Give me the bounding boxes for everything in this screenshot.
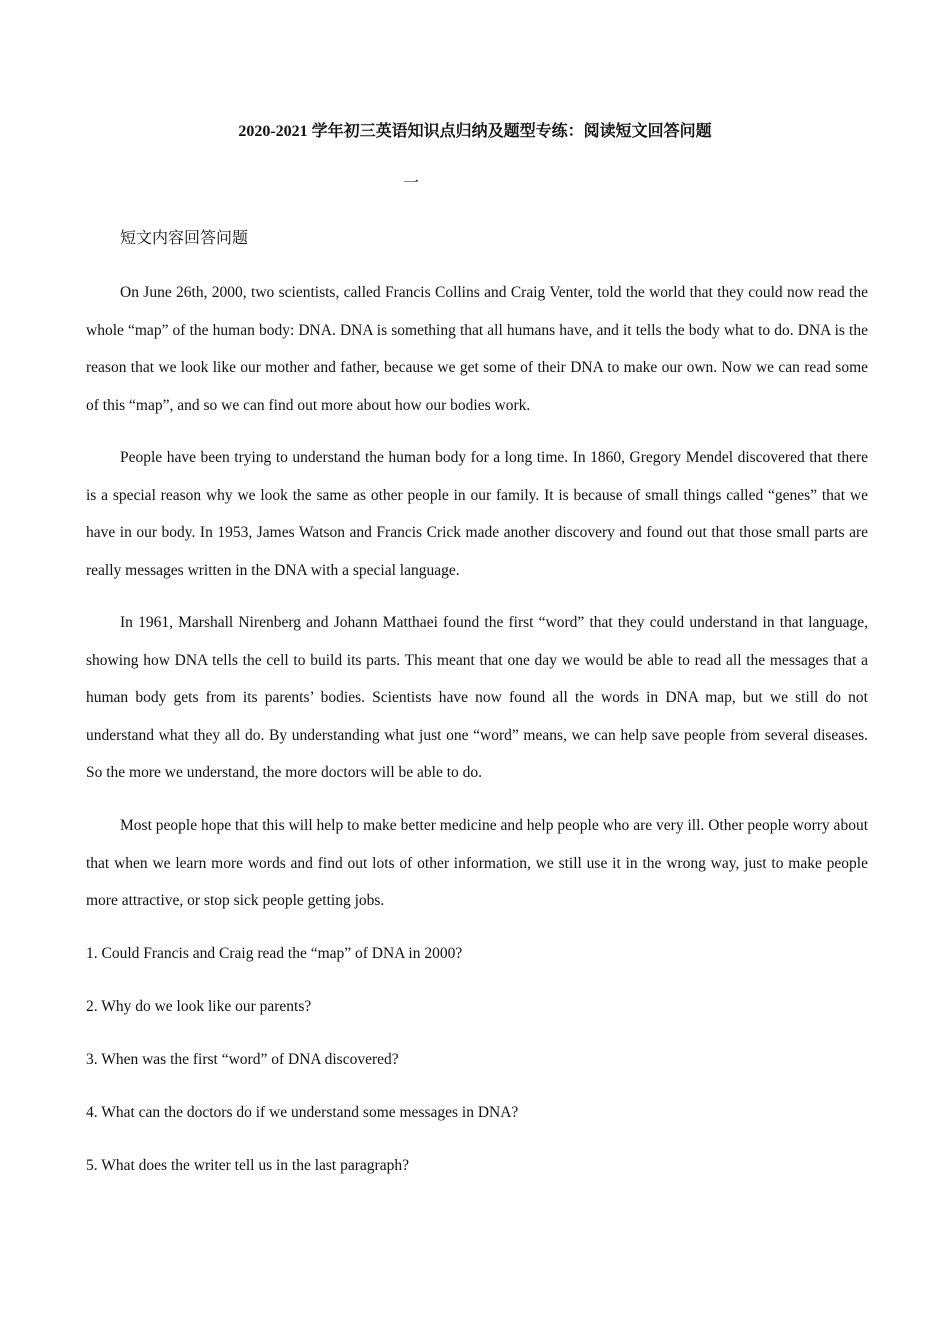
reading-paragraph-4: Most people hope that this will help to make better medicine and help people who are very ill. Other people worry about that when we learn more words and find out lots of other information, we still use it in the wrong way, just to make people more attractive, or stop sick people getting jobs. — [86, 817, 868, 909]
question-1: 1. Could Francis and Craig read the “map” of DNA in 2000? — [86, 945, 463, 962]
reading-paragraph-3: In 1961, Marshall Nirenberg and Johann Matthaei found the first “word” that they could understand in that language, showing how DNA tells the cell to build its parts. This meant that one day we would be able to read all the messages that a human body gets from its parents’ bodies. Scientists have now found all the words in DNA map, but we still do not understand what they all do. By understanding what just one “word” means, we can help save people from several diseases. So the more we understand, the more doctors will be able to do. — [86, 614, 868, 781]
reading-paragraph-2: People have been trying to understand the human body for a long time. In 1860, Gregory Mendel discovered that there is a special reason why we look the same as other people in our family. It is because of small things called “genes” that we have in our body. In 1953, James Watson and Francis Crick made another discovery and found out that those small parts are really messages written in the DNA with a special language. — [86, 449, 868, 579]
document-title: 2020-2021 学年初三英语知识点归纳及题型专练：阅读短文回答问题 — [238, 123, 712, 140]
reading-paragraph-1: On June 26th, 2000, two scientists, called Francis Collins and Craig Venter, told the world that they could now read the whole “map” of the human body: DNA. DNA is something that all humans have, and it tells the body what to do. DNA is the reason that we look like our mother and father, because we get some of their DNA to make our own. Now we can read some of this “map”, and so we can find out more about how our bodies work. — [86, 284, 868, 414]
section-number: 一 — [403, 175, 420, 192]
question-2: 2. Why do we look like our parents? — [86, 998, 312, 1015]
question-4: 4. What can the doctors do if we understand some messages in DNA? — [86, 1104, 519, 1121]
question-3: 3. When was the first “word” of DNA discovered? — [86, 1051, 399, 1068]
section-label: 短文内容回答问题 — [120, 230, 249, 247]
question-5: 5. What does the writer tell us in the last paragraph? — [86, 1157, 409, 1174]
